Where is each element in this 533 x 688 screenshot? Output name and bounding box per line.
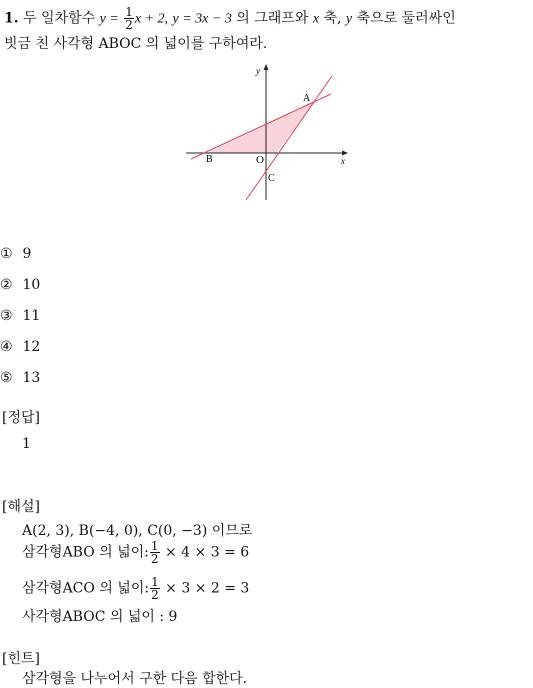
equation-1-fraction — [124, 6, 134, 31]
question-prefix: 두 일차함수 — [23, 10, 96, 27]
choice-4[interactable] — [0, 339, 40, 355]
explanation-line-1: A(2, 3), B(−4, 0), C(0, −3) 이므로 — [22, 523, 253, 539]
choice-4-value: 12 — [22, 339, 41, 355]
choice-1-value: 9 — [22, 246, 32, 262]
choice-2-mark: ② — [0, 277, 13, 293]
choice-5[interactable] — [0, 370, 40, 386]
choice-2[interactable] — [0, 277, 40, 293]
fraction-denominator: 2 — [125, 18, 133, 32]
choice-3[interactable] — [0, 308, 40, 324]
choice-1-mark: ① — [0, 246, 13, 262]
explanation-line-2-suffix: × 4 × 3 = 6 — [165, 544, 250, 561]
explanation-line-2-fraction — [150, 540, 160, 565]
question-line-2: 빗금 친 사각형 ABOC 의 넓이를 구하여라. — [4, 36, 268, 52]
hint-text: 삼각형을 나누어서 구한 다음 합한다. — [22, 671, 248, 687]
y-axis-arrow — [264, 64, 269, 70]
fraction-numerator: 1 — [150, 539, 159, 553]
equation-1-lhs: y = — [99, 11, 119, 27]
fraction-denominator: 2 — [151, 588, 159, 602]
choice-1[interactable] — [0, 246, 31, 262]
explanation-line-3 — [22, 576, 249, 601]
hint-label: [힌트] — [2, 651, 40, 667]
explanation-line-4: 사각형ABOC 의 넓이 : 9 — [22, 609, 178, 625]
axis-label-y: y — [256, 66, 260, 76]
choice-5-value: 13 — [22, 370, 41, 386]
choice-4-mark: ④ — [0, 339, 13, 355]
fraction-numerator: 1 — [151, 575, 159, 589]
explanation-line-3-suffix: × 3 × 2 = 3 — [165, 580, 250, 597]
fraction-denominator: 2 — [150, 552, 159, 566]
equation-2: y = 3x − 3 — [172, 11, 232, 27]
explanation-line-2-prefix: 삼각형ABO 의 넓이: — [22, 544, 149, 561]
y-axis-symbol: y — [345, 11, 353, 27]
choice-3-value: 11 — [22, 308, 41, 324]
point-label-b: B — [206, 154, 213, 165]
axis-label-x: x — [341, 156, 345, 166]
question-suffix: 축으로 둘러싸인 — [356, 10, 456, 27]
point-label-c: C — [268, 173, 275, 184]
coordinate-graph — [180, 62, 355, 204]
x-axis-symbol: x — [312, 11, 320, 27]
equation-1-rhs: x + 2, — [134, 11, 169, 27]
explanation-line-3-fraction — [150, 576, 160, 601]
explanation-line-3-prefix: 삼각형ACO 의 넓이: — [22, 580, 150, 597]
answer-value: 1 — [22, 436, 31, 452]
explanation-line-2 — [22, 540, 249, 565]
question-middle-2: 축, — [323, 10, 342, 27]
explanation-label: [해설] — [2, 499, 40, 515]
question-line-1 — [4, 6, 456, 31]
choice-3-mark: ③ — [0, 308, 13, 324]
fraction-numerator: 1 — [125, 5, 133, 19]
x-axis-arrow — [342, 151, 348, 156]
choice-2-value: 10 — [22, 277, 41, 293]
point-label-a: A — [303, 93, 311, 104]
answer-label: [정답] — [2, 410, 40, 426]
choice-5-mark: ⑤ — [0, 370, 13, 386]
origin-label: O — [256, 154, 264, 166]
question-number: 1. — [4, 10, 19, 27]
question-middle: 의 그래프와 — [236, 10, 309, 27]
